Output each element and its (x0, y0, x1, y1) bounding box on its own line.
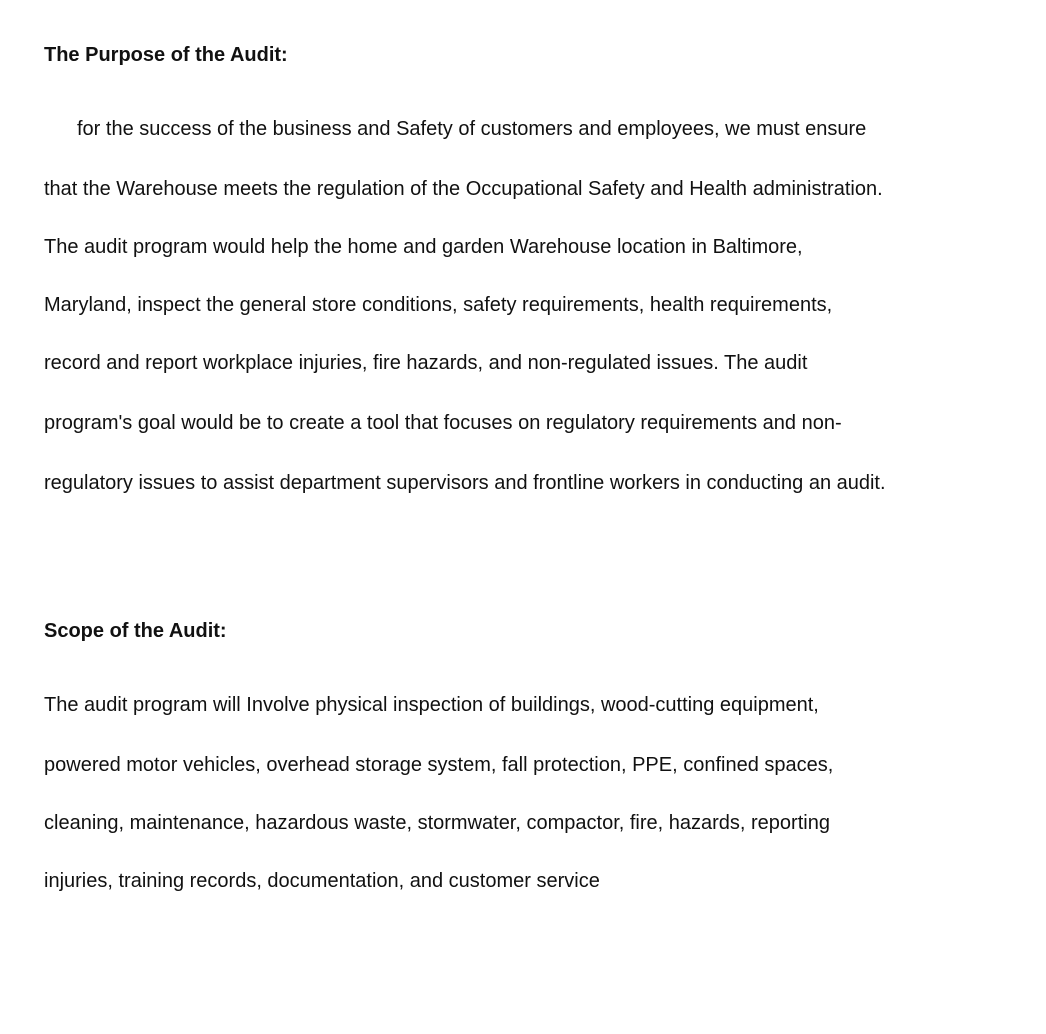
scope-heading: Scope of the Audit: (44, 620, 227, 642)
scope-line-3: cleaning, maintenance, hazardous waste, stormwater, compactor, fire, hazards, reporting (44, 812, 830, 834)
purpose-heading: The Purpose of the Audit: (44, 44, 288, 66)
scope-line-2: powered motor vehicles, overhead storage system, fall protection, PPE, confined spaces, (44, 754, 834, 776)
purpose-line-4: Maryland, inspect the general store conditions, safety requirements, health requirements, (44, 294, 833, 316)
purpose-line-5: record and report workplace injuries, fire hazards, and non-regulated issues. The audit (44, 352, 808, 374)
purpose-line-7: regulatory issues to assist department supervisors and frontline workers in conducting an audit. (44, 472, 886, 494)
purpose-line-1: for the success of the business and Safety of customers and employees, we must ensure (77, 118, 867, 140)
purpose-line-2: that the Warehouse meets the regulation of the Occupational Safety and Health administration. (44, 178, 883, 200)
scope-line-4: injuries, training records, documentation, and customer service (44, 870, 600, 892)
purpose-line-3: The audit program would help the home and garden Warehouse location in Baltimore, (44, 236, 803, 258)
purpose-line-6: program's goal would be to create a tool that focuses on regulatory requirements and non- (44, 412, 842, 434)
scope-line-1: The audit program will Involve physical inspection of buildings, wood-cutting equipment, (44, 694, 819, 716)
